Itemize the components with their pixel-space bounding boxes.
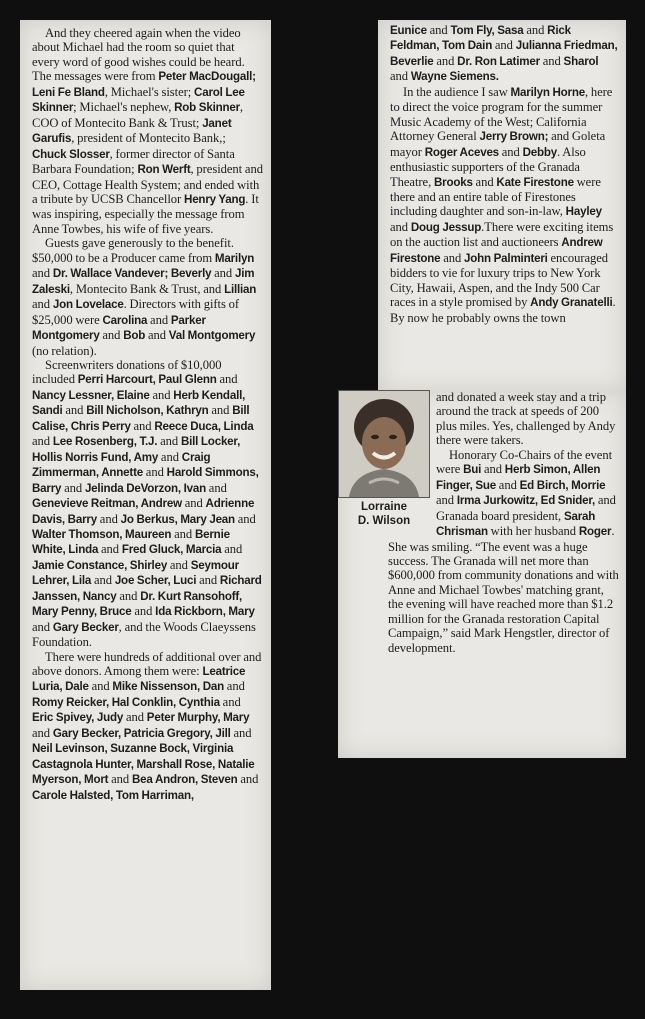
right-lower-clipping <box>338 390 626 758</box>
paragraph-text: and <box>234 511 256 526</box>
paragraph-text: and Goleta mayor <box>390 129 606 159</box>
bold-name: Gary Becker <box>52 620 119 634</box>
bold-name: Craig Zimmerman, Annette <box>32 450 211 480</box>
bold-name: Tom Fly, Sasa <box>450 24 524 37</box>
paragraph-text: . She was smiling. “The event was a huge success. The Granada will net more than $600,000 from community donations and with Anne and Michael Towbes' matching grant, the evening will have reached more than $1.2 million for the Granada restoration Capital Campaign,” said Mark Hengstler, director of development. <box>388 524 619 655</box>
paragraph-text: .There were exciting items on the auction list and auctioneers <box>390 219 614 250</box>
paragraph-text: and <box>32 619 53 634</box>
bold-name: Andrew Firestone <box>390 236 603 265</box>
bold-name: Kate Firestone <box>496 175 574 189</box>
paragraph-text: and <box>149 387 174 402</box>
paragraph-text: , president and CEO, Cottage Health System; and ended with a tribute by UCSB Chancellor <box>32 162 263 206</box>
paragraph-text: and <box>496 477 520 492</box>
paragraph-text: . By now he probably owns the town <box>390 295 616 325</box>
bold-name: Carole Halsted, Tom Harriman, <box>32 788 194 802</box>
paragraph-text: and <box>539 53 564 68</box>
bold-name: Nancy Lessner, Elaine <box>32 388 150 402</box>
bold-name: Herb Kendall, Sandi <box>32 388 246 418</box>
paragraph-text: and <box>131 604 156 619</box>
paragraph-text: and <box>158 449 182 464</box>
bold-name: Roger Aceves <box>424 145 499 159</box>
left-column-text <box>32 26 263 803</box>
bold-name: Reece Duca, Linda <box>154 419 254 433</box>
bold-name: Bernie White, Linda <box>32 527 230 557</box>
bold-name: Joe Scher, Luci <box>114 574 197 588</box>
paragraph-text: and <box>230 725 252 740</box>
paragraph-text: and <box>143 465 167 480</box>
paragraph-text: and <box>390 219 411 234</box>
bold-name: Jo Berkus, Mary Jean <box>120 512 235 526</box>
paragraph-text: and <box>216 372 238 387</box>
paragraph-text: and <box>91 573 115 588</box>
paragraph-text: encouraged bidders to vie for luxury trips to New York City, Hawaii, Aspen, and the Indy 500 Car races in a style promised by <box>390 250 609 310</box>
paragraph-text: . Directors with gifts of $25,000 were <box>32 297 240 327</box>
bold-name: Peter Murphy, Mary <box>146 711 250 725</box>
paragraph-text: with her husband <box>487 524 579 539</box>
paragraph-text: Honorary Co-Chairs of the event were <box>436 447 613 477</box>
bold-name: Genevieve Reitman, Andrew <box>32 497 182 511</box>
paragraph-text: and <box>32 297 53 312</box>
bold-name: Janet Garufis <box>32 116 232 146</box>
article-paragraph <box>390 85 619 325</box>
right-upper-text <box>390 23 619 325</box>
bold-name: Brooks <box>434 175 473 189</box>
paragraph-text: (no relation). <box>32 343 97 358</box>
bold-name: Perri Harcourt, Paul Glenn <box>77 373 217 387</box>
paragraph-text: and <box>219 694 241 709</box>
paragraph-text: . It was inspiring, especially the message from Anne Towbes, his wife of five years. <box>32 191 259 236</box>
paragraph-text: and <box>32 266 53 281</box>
paragraph-text: and <box>211 266 235 281</box>
bold-name: Bill Nicholson, Kathryn <box>86 404 209 418</box>
paragraph-text: , president of Montecito Bank,; <box>71 131 226 146</box>
bold-name: Lee Rosenberg, T.J. <box>52 435 158 449</box>
bold-name: Dr. Ron Latimer <box>457 54 540 68</box>
bold-name: Julianna Friedman, Beverlie <box>390 39 618 68</box>
bold-name: Henry Yang <box>184 192 246 206</box>
bold-name: Harold Simmons, Barry <box>32 466 259 495</box>
bold-name: Neil Levinson, Suzanne Bock, Virginia Castagnola Hunter, Marshall Rose, Natalie Myerson, Mort <box>32 742 255 787</box>
photo-caption <box>338 500 430 528</box>
bold-name: Eunice <box>390 24 427 37</box>
bold-name: Sarah Chrisman <box>436 509 596 539</box>
bold-name: Parker Montgomery <box>32 313 206 343</box>
bold-name: Dr. Wallace Vandever; Beverly <box>52 267 212 281</box>
paragraph-text: Screenwriters donations of $10,000 included <box>32 357 222 387</box>
paragraph-text: were there and an entire table of Firestones including daughter and son-in-law, <box>390 174 601 219</box>
paragraph-text: There were hundreds of additional over and above donors. Among them were: <box>32 649 262 679</box>
paragraph-text: , Montecito Bank & Trust, and <box>69 281 225 296</box>
article-paragraph <box>32 358 263 650</box>
bold-name: Marilyn Horne <box>510 85 585 99</box>
bold-name: Jelinda DeVorzon, Ivan <box>84 481 206 495</box>
paragraph-text: and <box>32 725 53 740</box>
bold-name: Jerry Brown; <box>479 130 549 144</box>
bold-name: Bill Calise, Chris Perry <box>32 404 250 433</box>
paragraph-text: and <box>167 557 191 572</box>
bold-name: Herb Simon, Allen Finger, Sue <box>436 463 601 492</box>
paragraph-text: and Granada board president, <box>436 493 616 523</box>
bold-name: Chuck Slosser <box>32 147 110 161</box>
paragraph-text: , COO of Montecito Bank & Trust; <box>32 100 244 130</box>
bold-name: Bill Locker, Hollis Norris Fund, Amy <box>32 435 241 464</box>
bold-name: Jamie Constance, Shirley <box>32 558 168 572</box>
paragraph-text: and <box>196 573 220 588</box>
paragraph-text: and <box>472 174 497 189</box>
paragraph-text: and <box>481 462 505 477</box>
bold-name: John Palminteri <box>464 251 548 265</box>
paragraph-text: and <box>492 38 516 53</box>
paragraph-text: And they cheered again when the video about Michael had the room so quiet that every word of good wishes could be heard. The messages were from <box>32 26 245 84</box>
photo-caption-line-2: D. Wilson <box>357 515 411 527</box>
paragraph-text: and <box>96 511 121 526</box>
paragraph-text: and <box>237 772 259 787</box>
bold-name: Val Montgomery <box>168 329 256 343</box>
paragraph-text: , former director of Santa Barbara Foundation; <box>32 146 235 177</box>
paragraph-text: and <box>99 328 124 343</box>
paragraph-text: and <box>88 679 113 694</box>
bold-name: Ron Werft <box>137 163 191 177</box>
paragraph-text: and <box>436 493 457 508</box>
right-upper-clipping <box>378 20 626 392</box>
bold-name: Bob <box>123 329 146 343</box>
columnist-photo-block <box>338 390 430 528</box>
bold-name: Mike Nissenson, Dan <box>112 680 224 694</box>
paragraph-text: and <box>208 403 233 418</box>
paragraph-text: , Michael's sister; <box>104 84 195 99</box>
bold-name: Dr. Kurt Ransohoff, Mary Penny, Bruce <box>32 589 243 619</box>
left-clipping <box>20 20 271 990</box>
bold-name: Wayne Siemens. <box>410 70 499 84</box>
article-paragraph <box>32 236 263 358</box>
bold-name: Peter MacDougall; Leni Fe Bland <box>32 70 256 99</box>
paragraph-text: and <box>62 403 87 418</box>
bold-name: Debby <box>522 145 558 159</box>
bold-name: Leatrice Luria, Dale <box>32 665 246 694</box>
paragraph-text: and <box>32 434 53 449</box>
bold-name: Jim Zaleski <box>32 267 255 296</box>
paragraph-text: ; Michael's nephew, <box>73 100 175 115</box>
bold-name: Sharol <box>563 54 599 68</box>
paragraph-text: and <box>224 679 245 694</box>
paragraph-text: In the audience I saw <box>403 84 511 99</box>
columnist-photo <box>338 390 430 498</box>
bold-name: Richard Janssen, Nancy <box>32 574 262 603</box>
paragraph-text: and <box>157 434 181 449</box>
article-paragraph <box>32 26 263 236</box>
paragraph-text: , here to direct the voice program for the summer Music Academy of the West; California Attorney General <box>390 84 613 144</box>
paragraph-text: and <box>123 710 147 725</box>
paragraph-text: , and the Woods Claeyssens Foundation. <box>32 619 256 650</box>
paragraph-text: and <box>433 53 458 68</box>
paragraph-text: and <box>145 328 169 343</box>
article-paragraph <box>390 23 619 85</box>
paragraph-text: Guests gave generously to the benefit. $50,000 to be a Producer came from <box>32 236 234 265</box>
bold-name: Adrienne Davis, Barry <box>32 497 255 526</box>
bold-name: Irma Jurkowitz, Ed Snider, <box>456 494 596 508</box>
bold-name: Andy Granatelli <box>530 296 613 310</box>
bold-name: Bui <box>463 463 482 477</box>
bold-name: Ed Birch, Morrie <box>519 478 606 492</box>
bold-name: Fred Gluck, Marcia <box>121 543 222 557</box>
paragraph-text: and <box>390 69 411 84</box>
paragraph-text: and <box>206 480 227 495</box>
paragraph-text: and <box>108 772 132 787</box>
paragraph-text: . Also enthusiastic supporters of the Granada Theatre, <box>390 144 586 189</box>
paragraph-text: and <box>116 588 141 603</box>
article-paragraph <box>32 650 263 804</box>
bold-name: Romy Reicker, Hal Conklin, Cynthia <box>32 695 220 709</box>
bold-name: Roger <box>578 525 612 539</box>
bold-name: Hayley <box>565 205 602 219</box>
bold-name: Walter Thomson, Maureen <box>32 527 172 541</box>
bold-name: Lillian <box>224 282 257 296</box>
bold-name: Bea Andron, Steven <box>131 773 238 787</box>
paragraph-text: and <box>181 496 206 511</box>
paragraph-text: and <box>130 418 155 433</box>
paragraph-text: and <box>61 480 85 495</box>
bold-name: Ida Rickborn, Mary <box>155 605 255 619</box>
bold-name: Carol Lee Skinner <box>32 85 245 115</box>
bold-name: Jon Lovelace <box>52 298 124 312</box>
bold-name: Rob Skinner <box>174 101 240 115</box>
paragraph-text: and <box>221 542 243 557</box>
bold-name: Rick Feldman, Tom Dain <box>390 24 571 53</box>
paragraph-text: and <box>98 542 122 557</box>
bold-name: Gary Becker, Patricia Gregory, Jill <box>52 726 231 740</box>
photo-caption-line-1: Lorraine <box>360 501 407 513</box>
bold-name: Eric Spivey, Judy <box>32 711 124 725</box>
paragraph-text: and <box>523 23 548 37</box>
paragraph-text: and <box>147 312 171 327</box>
paragraph-text: and <box>498 144 523 159</box>
paragraph-text: and donated a week stay and a trip around the track at speeds of 200 plus miles. Yes, challenged by Andy there were takers. <box>436 390 616 448</box>
paragraph-text: and <box>171 526 195 541</box>
paragraph-text: and <box>440 250 465 265</box>
paragraph-text: and <box>426 23 451 37</box>
bold-name: Doug Jessup <box>410 220 482 234</box>
bold-name: Carolina <box>102 313 148 327</box>
portrait-image <box>339 391 429 497</box>
bold-name: Marilyn <box>214 251 255 265</box>
bold-name: Seymour Lehrer, Lila <box>32 558 239 588</box>
